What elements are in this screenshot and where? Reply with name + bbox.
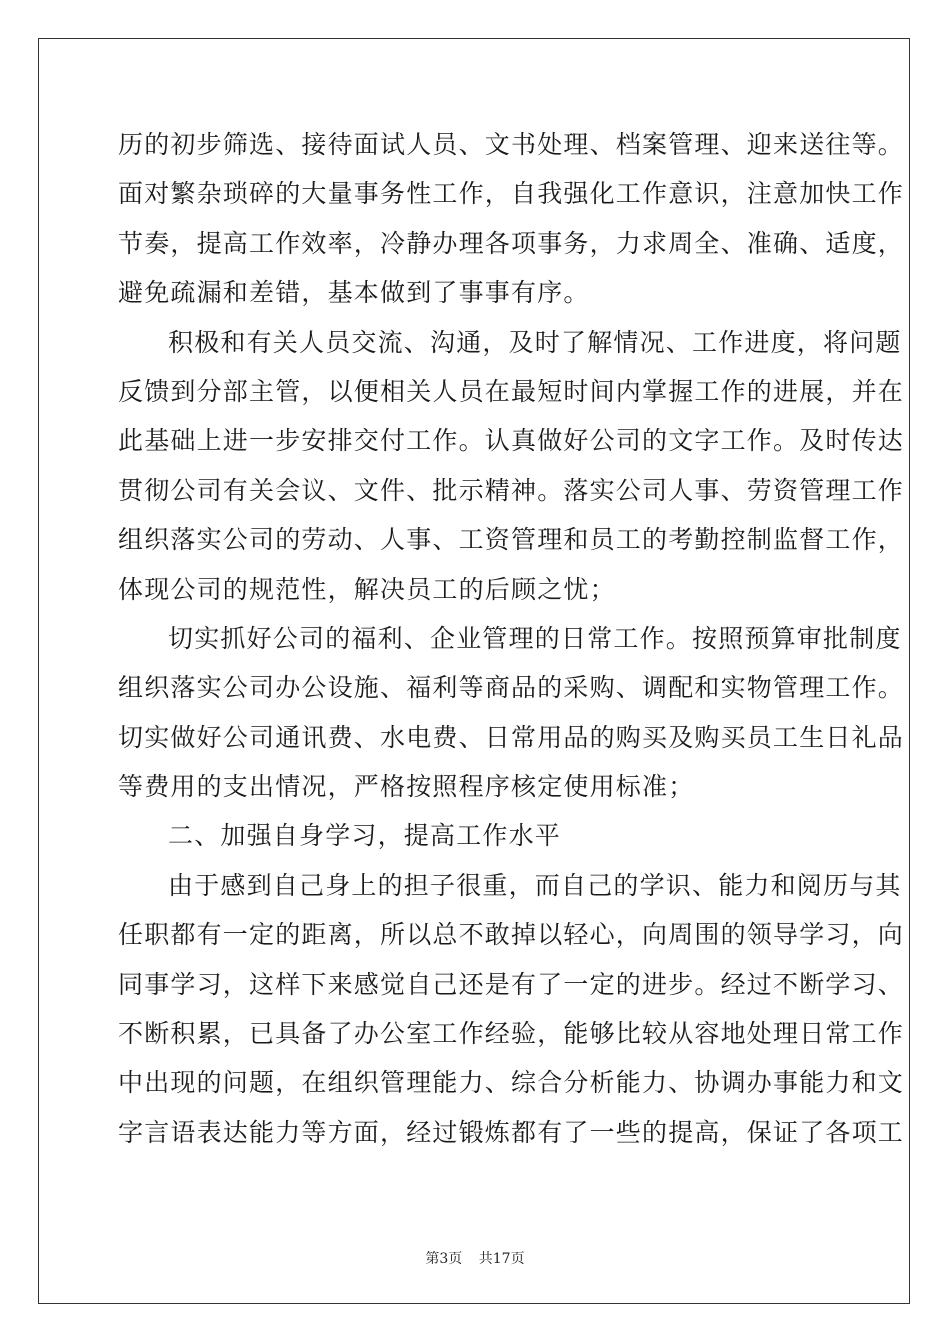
page-footer xyxy=(0,1248,950,1268)
text-line: 二、加强自身学习，提高工作水平 xyxy=(168,821,562,851)
text-line: 反馈到分部主管，以便相关人员在最短时间内掌握工作的进展，并在 xyxy=(118,376,905,406)
text-line: 组织落实公司办公设施、福利等商品的采购、调配和实物管理工作。 xyxy=(118,673,905,703)
text-line: 体现公司的规范性，解决员工的后顾之忧； xyxy=(118,574,616,604)
text-line: 不断积累，已具备了办公室工作经验，能够比较从容地处理日常工作 xyxy=(118,1019,905,1049)
text-line: 切实抓好公司的福利、企业管理的日常工作。按照预算审批制度 xyxy=(168,623,902,653)
text-line: 此基础上进一步安排交付工作。认真做好公司的文字工作。及时传达 xyxy=(118,426,905,456)
text-line: 面对繁杂琐碎的大量事务性工作，自我强化工作意识，注意加快工作 xyxy=(118,179,905,209)
text-line: 等费用的支出情况，严格按照程序核定使用标准； xyxy=(118,772,695,802)
text-line: 切实做好公司通讯费、水电费、日常用品的购买及购买员工生日礼品 xyxy=(118,722,905,752)
document-body xyxy=(118,120,905,1157)
text-line: 积极和有关人员交流、沟通，及时了解情况、工作进度，将问题 xyxy=(168,327,902,357)
text-line: 中出现的问题，在组织管理能力、综合分析能力、协调办事能力和文 xyxy=(118,1068,905,1098)
text-line: 贯彻公司有关会议、文件、批示精神。落实公司人事、劳资管理工作 xyxy=(118,475,905,505)
text-line: 任职都有一定的距离，所以总不敢掉以轻心，向周围的领导学习，向 xyxy=(118,920,905,950)
text-line: 同事学习，这样下来感觉自己还是有了一定的进步。经过不断学习、 xyxy=(118,969,905,999)
page-number-total: 共17页 xyxy=(478,1251,525,1267)
text-line: 由于感到自己身上的担子很重，而自己的学识、能力和阅历与其 xyxy=(168,870,902,900)
text-line: 节奏，提高工作效率，冷静办理各项事务，力求周全、准确、适度， xyxy=(118,228,905,258)
text-line: 避免疏漏和差错，基本做到了事事有序。 xyxy=(118,278,590,308)
text-line: 字言语表达能力等方面，经过锻炼都有了一些的提高，保证了各项工 xyxy=(118,1117,905,1147)
text-line: 组织落实公司的劳动、人事、工资管理和员工的考勤控制监督工作， xyxy=(118,525,905,555)
page-number-current: 第3页 xyxy=(425,1251,463,1267)
text-line: 历的初步筛选、接待面试人员、文书处理、档案管理、迎来送往等。 xyxy=(118,130,905,159)
